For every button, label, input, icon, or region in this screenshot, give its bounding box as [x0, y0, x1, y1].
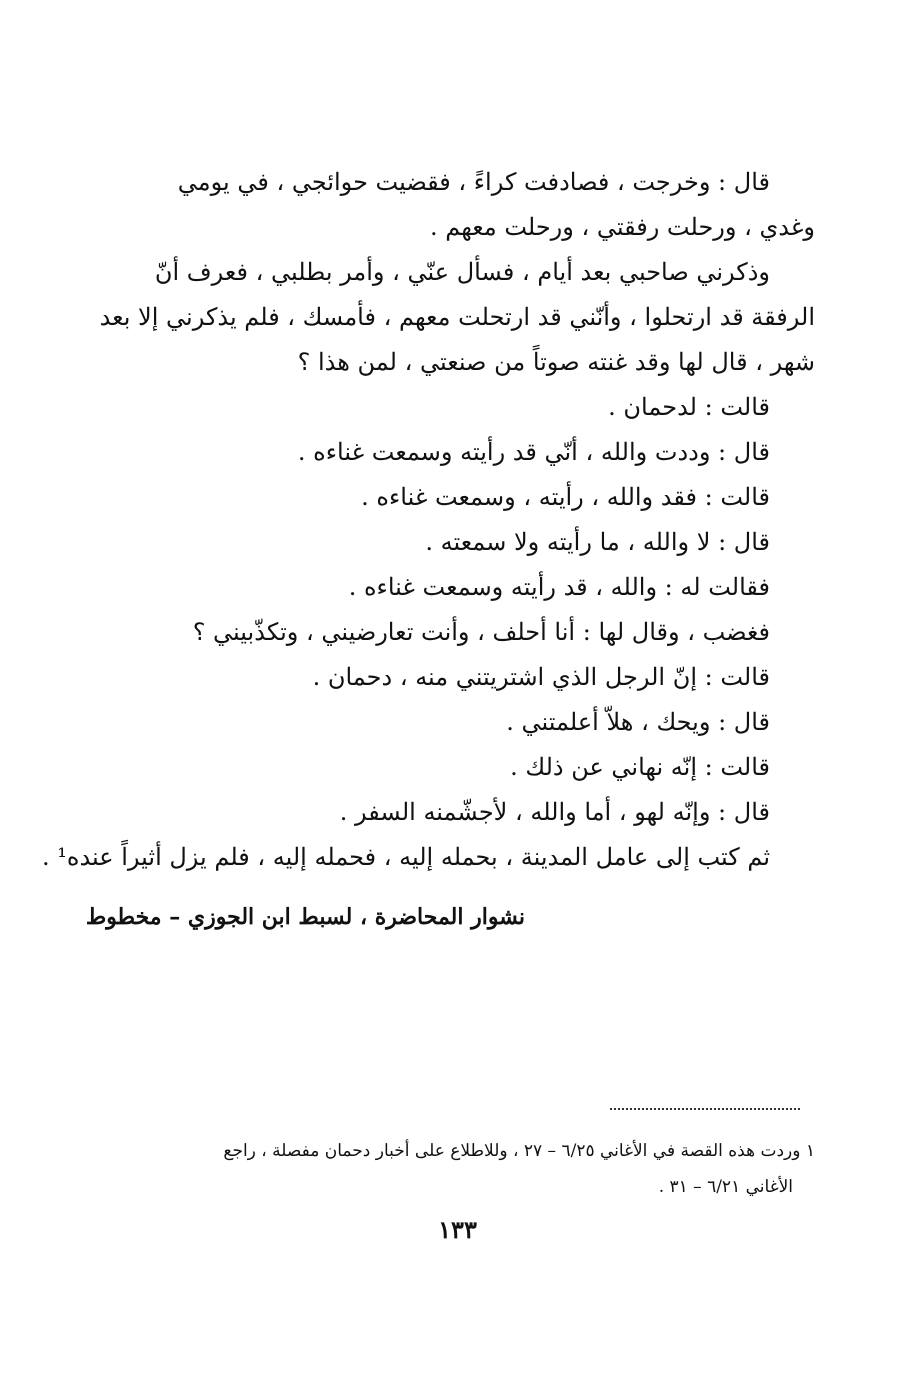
dialog-line: قال : لا والله ، ما رأيته ولا سمعته .: [425, 528, 770, 556]
footnote-divider: [610, 1108, 800, 1110]
text-line: الرفقة قد ارتحلوا ، وأنّني قد ارتحلت معهم ، فأمسك ، فلم يذكرني إلا بعد: [99, 303, 815, 331]
footnotes: [120, 1133, 815, 1205]
source-citation: نشوار المحاضرة ، لسبط ابن الجوزي – مخطوط: [85, 904, 525, 930]
page-number: ١٣٣: [438, 1215, 477, 1244]
dialog-line: قالت : إنّ الرجل الذي اشتريتني منه ، دحمان .: [312, 663, 770, 691]
dialog-line: فقالت له : والله ، قد رأيته وسمعت غناءه .: [348, 573, 770, 601]
dialog-line: قالت : فقد والله ، رأيته ، وسمعت غناءه .: [361, 483, 770, 511]
text-line: وغدي ، ورحلت رفقتي ، ورحلت معهم .: [429, 213, 815, 241]
text-line: قال : وخرجت ، فصادفت كراءً ، فقضيت حوائجي ، في يومي: [177, 168, 770, 196]
dialog-line: قال : ويحك ، هلاّ أعلمتني .: [506, 708, 770, 736]
dialog-line: قالت : لدحمان .: [608, 393, 770, 421]
dialog-line: قال : وإنّه لهو ، أما والله ، لأجشّمنه السفر .: [339, 798, 770, 826]
dialog-line: قال : وددت والله ، أنّي قد رأيته وسمعت غناءه .: [297, 438, 770, 466]
text-line: وذكرني صاحبي بعد أيام ، فسأل عنّي ، وأمر بطلبي ، فعرف أنّ: [154, 258, 770, 286]
main-text: [41, 160, 815, 880]
dialog-line: فغضب ، وقال لها : أنا أحلف ، وأنت تعارضيني ، وتكذّبيني ؟: [192, 618, 770, 646]
text-line: شهر ، قال لها وقد غنته صوتاً من صنعتي ، لمن هذا ؟: [297, 348, 815, 376]
dialog-line: قالت : إنّه نهاني عن ذلك .: [510, 753, 770, 781]
footnote-line: الأغاني ٦/٢١ – ٣١ .: [658, 1177, 793, 1197]
footnote-line: ١ وردت هذه القصة في الأغاني ٦/٢٥ – ٢٧ ، وللاطلاع على أخبار دحمان مفصلة ، راجع: [223, 1141, 815, 1161]
dialog-line: ثم كتب إلى عامل المدينة ، بحمله إليه ، فحمله إليه ، فلم يزل أثيراً عنده¹ .: [41, 843, 770, 871]
